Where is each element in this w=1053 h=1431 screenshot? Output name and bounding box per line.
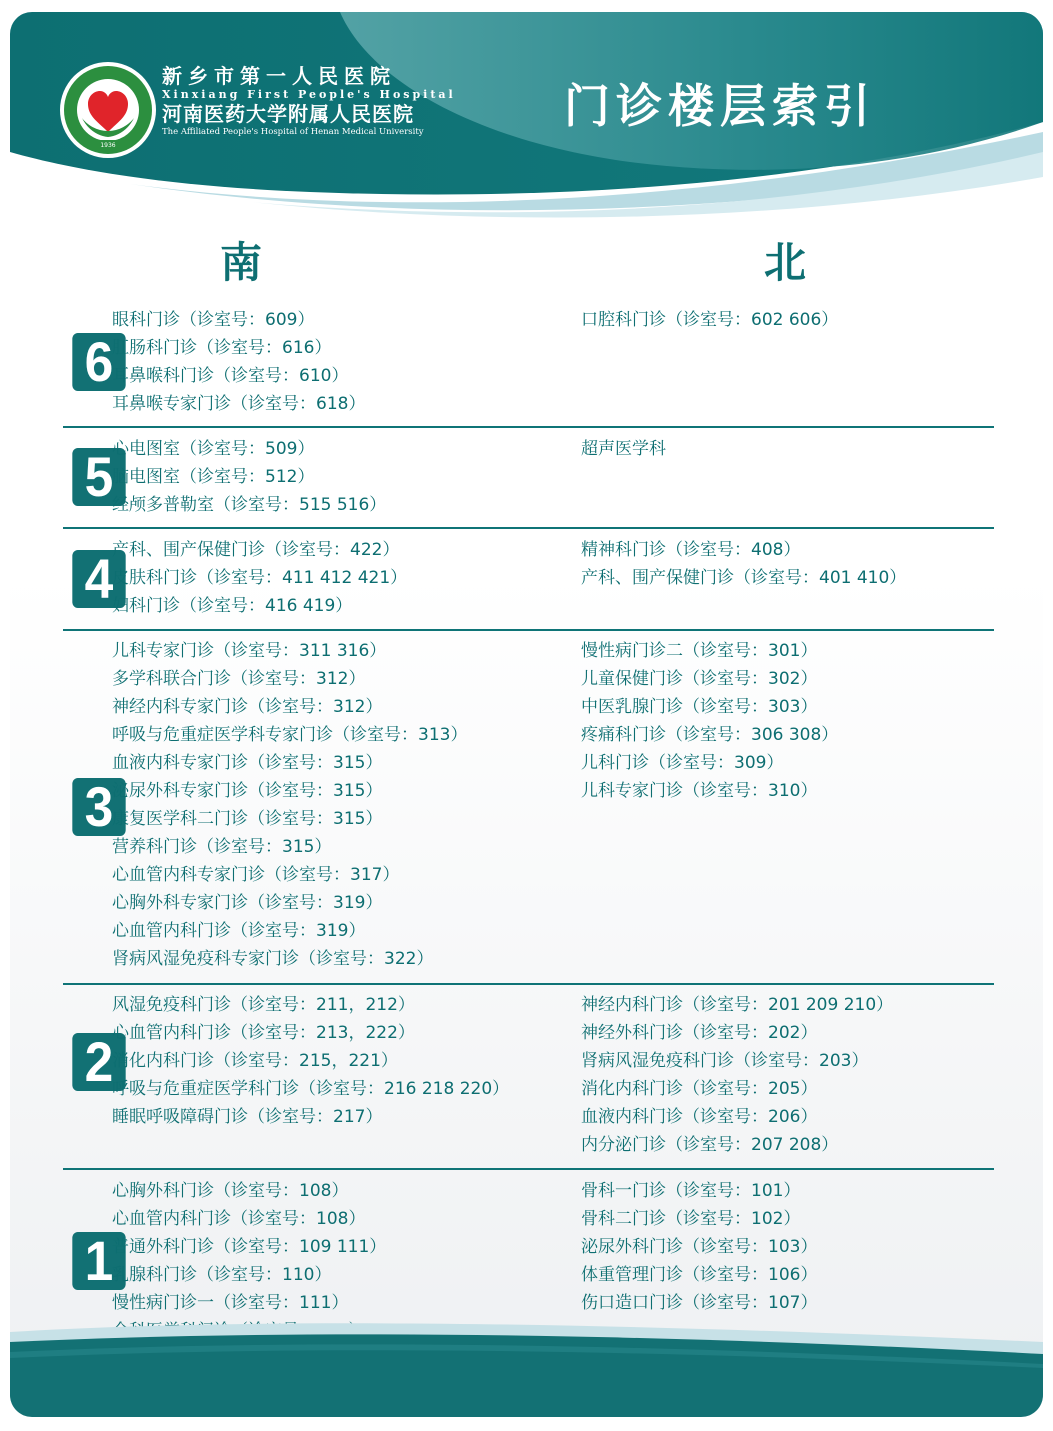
- floor-badge-1: 1: [72, 1232, 125, 1290]
- list-item: 口腔科门诊（诊室号：602 606）: [581, 310, 839, 330]
- list-item: 消化内科门诊（诊室号：215，221）: [112, 1051, 398, 1071]
- list-item: 血液内科门诊（诊室号：206）: [581, 1107, 818, 1127]
- list-item: 泌尿外科专家门诊（诊室号：315）: [112, 781, 383, 801]
- list-item: 血液内科专家门诊（诊室号：315）: [112, 753, 383, 773]
- list-item: 心胸外科专家门诊（诊室号：319）: [112, 893, 383, 913]
- floor-5-south-list: [112, 435, 386, 519]
- list-item: 神经外科门诊（诊室号：202）: [581, 1023, 818, 1043]
- list-item: 骨科二门诊（诊室号：102）: [581, 1209, 801, 1229]
- list-item: 骨科一门诊（诊室号：101）: [581, 1181, 801, 1201]
- affiliated-name-cn: 河南医药大学附属人民医院: [162, 102, 414, 126]
- list-item: 神经内科专家门诊（诊室号：312）: [112, 697, 383, 717]
- floor-5-north-list: [581, 435, 666, 463]
- list-item: 耳鼻喉科门诊（诊室号：610）: [112, 366, 349, 386]
- list-item: 心电图室（诊室号：509）: [112, 439, 315, 459]
- floor-6-south-list: [112, 306, 365, 418]
- list-item: 康复医学科二门诊（诊室号：315）: [112, 809, 383, 829]
- list-item: 超声医学科: [581, 439, 666, 459]
- list-item: 伤口造口门诊（诊室号：107）: [581, 1293, 818, 1313]
- list-item: 耳鼻喉专家门诊（诊室号：618）: [112, 394, 366, 414]
- floor-3-south-list: [112, 637, 467, 973]
- floor-6-north-list: [581, 306, 838, 334]
- logo-year: 1936: [100, 142, 116, 149]
- floor-2-south-list: [112, 991, 509, 1131]
- floor-divider: [63, 426, 994, 428]
- list-item: 儿科专家门诊（诊室号：310）: [581, 781, 818, 801]
- floor-divider: [63, 527, 994, 529]
- floor-4-north-list: [581, 536, 906, 592]
- list-item: 心血管内科门诊（诊室号：108）: [112, 1209, 366, 1229]
- floor-badge-6: 6: [72, 333, 125, 391]
- floor-1-north-list: [581, 1177, 817, 1317]
- list-item: 肛肠科门诊（诊室号：616）: [112, 338, 332, 358]
- floor-divider: [63, 1168, 994, 1170]
- list-item: 消化内科门诊（诊室号：205）: [581, 1079, 818, 1099]
- floor-divider: [63, 629, 994, 631]
- floor-4-south-list: [112, 536, 407, 620]
- list-item: 心血管内科门诊（诊室号：319）: [112, 921, 366, 941]
- page-title: 门诊楼层索引: [564, 79, 876, 133]
- list-item: 儿科专家门诊（诊室号：311 316）: [112, 641, 387, 661]
- list-item: 乳腺科门诊（诊室号：110）: [112, 1265, 332, 1285]
- column-heading-north: 北: [764, 238, 807, 287]
- list-item: 风湿免疫科门诊（诊室号：211，212）: [112, 995, 415, 1015]
- list-item: 普通外科门诊（诊室号：109 111）: [112, 1237, 387, 1257]
- list-item: 脑电图室（诊室号：512）: [112, 467, 315, 487]
- floor-badge-4: 4: [72, 550, 125, 608]
- list-item: 泌尿外科门诊（诊室号：103）: [581, 1237, 818, 1257]
- list-item: 疼痛科门诊（诊室号：306 308）: [581, 725, 839, 745]
- floor-2-north-list: [581, 991, 893, 1159]
- list-item: 多学科联合门诊（诊室号：312）: [112, 669, 366, 689]
- list-item: 妇科门诊（诊室号：416 419）: [112, 596, 353, 616]
- list-item: 呼吸与危重症医学科专家门诊（诊室号：313）: [112, 725, 468, 745]
- floor-badge-3: 3: [72, 778, 125, 836]
- list-item: 慢性病门诊二（诊室号：301）: [581, 641, 818, 661]
- hospital-name-cn: 新乡市第一人民医院: [162, 64, 396, 88]
- hospital-logo: [58, 60, 158, 160]
- floor-badge-2: 2: [72, 1033, 125, 1091]
- footer-banner: [10, 1312, 1043, 1417]
- floor-divider: [63, 983, 994, 985]
- list-item: 心胸外科门诊（诊室号：108）: [112, 1181, 349, 1201]
- list-item: 儿童保健门诊（诊室号：302）: [581, 669, 818, 689]
- hospital-name-block: [162, 64, 456, 138]
- list-item: 内分泌门诊（诊室号：207 208）: [581, 1135, 839, 1155]
- list-item: 睡眠呼吸障碍门诊（诊室号：217）: [112, 1107, 383, 1127]
- list-item: 皮肤科门诊（诊室号：411 412 421）: [112, 568, 408, 588]
- list-item: 产科、围产保健门诊（诊室号：422）: [112, 540, 400, 560]
- column-heading-south: 南: [220, 238, 263, 287]
- affiliated-name-en: The Affiliated People's Hospital of Henan Medical University: [162, 127, 424, 137]
- hospital-name-en: Xinxiang First People's Hospital: [162, 88, 456, 101]
- list-item: 精神科门诊（诊室号：408）: [581, 540, 801, 560]
- list-item: 体重管理门诊（诊室号：106）: [581, 1265, 818, 1285]
- list-item: 眼科门诊（诊室号：609）: [112, 310, 315, 330]
- directory-board: [10, 12, 1043, 1417]
- list-item: 神经内科门诊（诊室号：201 209 210）: [581, 995, 894, 1015]
- list-item: 经颅多普勒室（诊室号：515 516）: [112, 495, 387, 515]
- list-item: 中医乳腺门诊（诊室号：303）: [581, 697, 818, 717]
- list-item: 营养科门诊（诊室号：315）: [112, 837, 332, 857]
- list-item: 肾病风湿免疫科专家门诊（诊室号：322）: [112, 949, 434, 969]
- list-item: 心血管内科专家门诊（诊室号：317）: [112, 865, 400, 885]
- list-item: 儿科门诊（诊室号：309）: [581, 753, 784, 773]
- floor-badge-5: 5: [72, 448, 125, 506]
- list-item: 呼吸与危重症医学科门诊（诊室号：216 218 220）: [112, 1079, 510, 1099]
- floor-3-north-list: [581, 637, 838, 805]
- list-item: 肾病风湿免疫科门诊（诊室号：203）: [581, 1051, 869, 1071]
- list-item: 产科、围产保健门诊（诊室号：401 410）: [581, 568, 907, 588]
- list-item: 心血管内科门诊（诊室号：213，222）: [112, 1023, 415, 1043]
- list-item: 慢性病门诊一（诊室号：111）: [112, 1293, 349, 1313]
